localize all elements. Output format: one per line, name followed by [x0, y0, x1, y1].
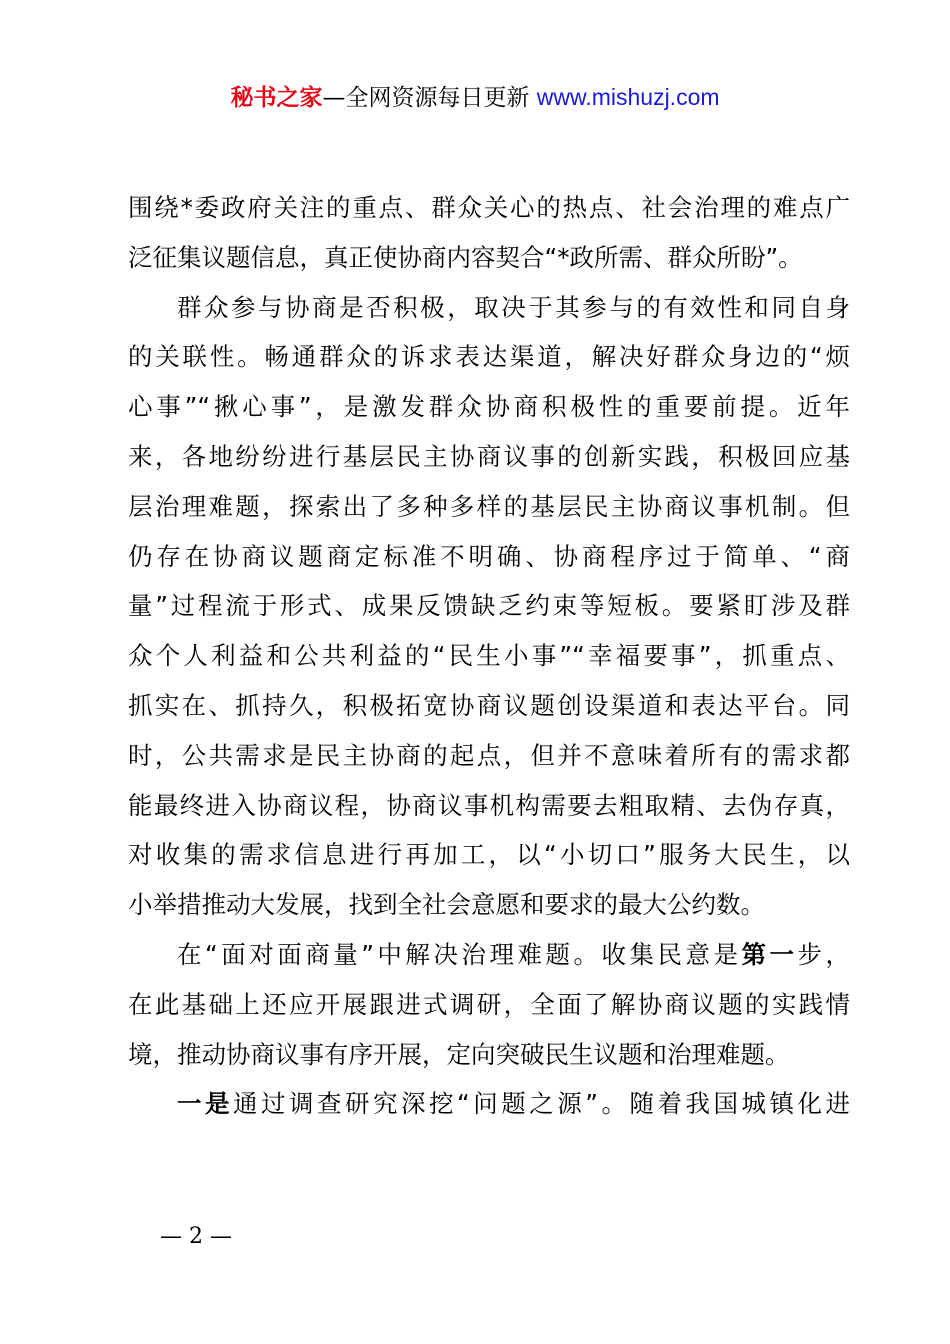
- paragraph-2-line-3: 心事”“揪心事”，是激发群众协商积极性的重要前提。近年: [128, 392, 850, 422]
- paragraph-3-line-1: [128, 930, 850, 980]
- page-number: — 2 —: [160, 1224, 232, 1249]
- document-header: [0, 82, 950, 113]
- paragraph-2-line-1: 群众参与协商是否积极，取决于其参与的有效性和同自身: [177, 292, 850, 322]
- paragraph-2-line-9: 抓实在、抓持久，积极拓宽协商议题创设渠道和表达平台。同: [128, 690, 850, 720]
- paragraph-2-line-4: 来，各地纷纷进行基层民主协商议事的创新实践，积极回应基: [128, 441, 850, 471]
- paragraph-2-line-7: 量”过程流于形式、成果反馈缺乏约束等短板。要紧盯涉及群: [128, 591, 850, 621]
- paragraph-2-line-2: 的关联性。畅通群众的诉求表达渠道，解决好群众身边的“烦: [128, 342, 850, 372]
- paragraph-2-line-6: 仍存在协商议题商定标准不明确、协商程序过于简单、“商: [128, 541, 850, 571]
- brand-name: 秘书之家: [230, 85, 323, 111]
- paragraph-4-line-1-text: 通过调查研究深挖“问题之源”。随着我国城镇化进: [233, 1089, 850, 1119]
- paragraph-1-line-1: 围绕*委政府关注的重点、群众关心的热点、社会治理的难点广: [128, 193, 850, 222]
- document-body: [128, 183, 850, 1129]
- paragraph-2-line-5: 层治理难题，探索出了多种多样的基层民主协商议事机制。但: [128, 491, 850, 521]
- paragraph-2-line-12: 对收集的需求信息进行再加工，以“小切口”服务大民生，以: [128, 840, 850, 870]
- header-url[interactable]: www.mishuzj.com: [536, 84, 720, 110]
- paragraph-3-line-3: 境，推动协商议事有序开展，定向突破民生议题和治理难题。: [128, 1039, 790, 1069]
- paragraph-3-line-1-text-b: 步，: [797, 939, 851, 969]
- paragraph-4-emphasis: 一是: [177, 1089, 234, 1119]
- paragraph-2-line-13: 小举措推动大发展，找到全社会意愿和要求的最大公约数。: [128, 890, 765, 920]
- paragraph-2-line-8: 众个人利益和公共利益的“民生小事”“幸福要事”，抓重点、: [128, 641, 850, 671]
- paragraph-2-line-10: 时，公共需求是民主协商的起点，但并不意味着所有的需求都: [128, 740, 850, 770]
- header-tagline: —全网资源每日更新: [322, 85, 537, 111]
- paragraph-3-emphasis: 第一: [741, 939, 798, 969]
- paragraph-2-line-11: 能最终进入协商议程，协商议事机构需要去粗取精、去伪存真，: [128, 790, 850, 820]
- paragraph-3-line-2: 在此基础上还应开展跟进式调研，全面了解协商议题的实践情: [128, 989, 850, 1019]
- paragraph-4-line-1: [128, 1079, 850, 1129]
- paragraph-1-line-2: 泛征集议题信息，真正使协商内容契合“*政所需、群众所盼”。: [128, 242, 803, 272]
- paragraph-3-line-1-text-a: 在“面对面商量”中解决治理难题。收集民意是: [177, 939, 742, 969]
